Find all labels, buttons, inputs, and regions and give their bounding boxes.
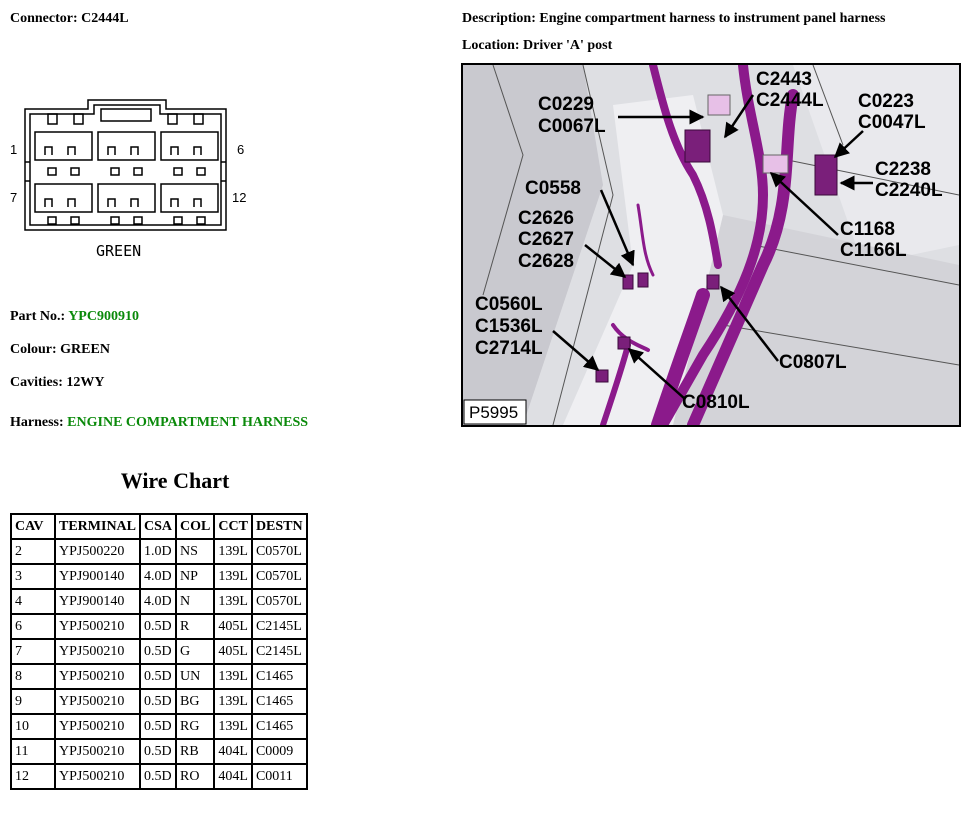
callout-c2240l: C2240L <box>875 180 943 201</box>
callout-c1536l: C1536L <box>475 316 543 337</box>
callout-c2627: C2627 <box>518 229 574 250</box>
cell-cct: 405L <box>214 614 252 639</box>
cell-terminal: YPJ500210 <box>55 764 140 789</box>
cell-terminal: YPJ500210 <box>55 689 140 714</box>
cell-col: BG <box>176 689 214 714</box>
cell-terminal: YPJ500220 <box>55 539 140 564</box>
cavities-info: Cavities: 12WY <box>10 375 105 390</box>
table-row <box>11 664 307 689</box>
cell-terminal: YPJ500210 <box>55 714 140 739</box>
cell-cct: 139L <box>214 564 252 589</box>
cell-cav: 3 <box>11 564 55 589</box>
callout-c0067l: C0067L <box>538 116 606 137</box>
cell-cav: 12 <box>11 764 55 789</box>
cell-csa: 0.5D <box>140 614 176 639</box>
location-heading: Location: Driver 'A' post <box>462 38 613 53</box>
cell-cav: 7 <box>11 639 55 664</box>
callout-c0047l: C0047L <box>858 112 926 133</box>
table-row <box>11 764 307 789</box>
table-row <box>11 564 307 589</box>
callout-c2444l: C2444L <box>756 90 824 111</box>
wire-chart-table <box>10 513 308 790</box>
cell-cct: 139L <box>214 689 252 714</box>
cell-csa: 0.5D <box>140 739 176 764</box>
cell-col: NP <box>176 564 214 589</box>
table-header-row <box>11 514 307 539</box>
cell-destn: C0570L <box>252 564 307 589</box>
cell-destn: C0011 <box>252 764 307 789</box>
table-row <box>11 739 307 764</box>
harness-link[interactable]: ENGINE COMPARTMENT HARNESS <box>67 415 309 430</box>
column-header-cav: CAV <box>11 514 55 539</box>
cell-col: UN <box>176 664 214 689</box>
callout-c1168: C1168 <box>840 219 895 240</box>
colour-info: Colour: GREEN <box>10 342 110 357</box>
cell-cav: 4 <box>11 589 55 614</box>
callout-c0223: C0223 <box>858 91 914 112</box>
cell-col: RB <box>176 739 214 764</box>
cell-csa: 0.5D <box>140 639 176 664</box>
pin-7-label: 7 <box>10 190 18 205</box>
wire-chart-title: Wire Chart <box>120 468 230 493</box>
callout-c0560l: C0560L <box>475 294 543 315</box>
table-row <box>11 689 307 714</box>
cell-destn: C0009 <box>252 739 307 764</box>
cell-terminal: YPJ500210 <box>55 664 140 689</box>
cell-cct: 139L <box>214 664 252 689</box>
cell-cav: 2 <box>11 539 55 564</box>
cell-cav: 9 <box>11 689 55 714</box>
cell-cct: 404L <box>214 739 252 764</box>
cell-cav: 8 <box>11 664 55 689</box>
cell-cav: 6 <box>11 614 55 639</box>
cell-cct: 139L <box>214 589 252 614</box>
table-row <box>11 539 307 564</box>
cell-terminal: YPJ900140 <box>55 589 140 614</box>
cell-csa: 4.0D <box>140 564 176 589</box>
connector-face-diagram <box>8 95 258 270</box>
cell-destn: C0570L <box>252 589 307 614</box>
cell-cav: 10 <box>11 714 55 739</box>
harness-label: Harness: <box>10 415 64 430</box>
pin-6-label: 6 <box>237 142 245 157</box>
column-header-cct: CCT <box>214 514 252 539</box>
cell-cct: 405L <box>214 639 252 664</box>
cell-col: N <box>176 589 214 614</box>
cell-csa: 0.5D <box>140 664 176 689</box>
callout-c0807l: C0807L <box>779 352 847 373</box>
cell-col: RO <box>176 764 214 789</box>
table-row <box>11 714 307 739</box>
callout-c2714l: C2714L <box>475 338 543 359</box>
table-row <box>11 589 307 614</box>
cell-csa: 0.5D <box>140 689 176 714</box>
callout-c1166l: C1166L <box>840 240 907 261</box>
cell-destn: C1465 <box>252 689 307 714</box>
callout-c2238: C2238 <box>875 159 931 180</box>
cell-destn: C0570L <box>252 539 307 564</box>
cell-destn: C2145L <box>252 639 307 664</box>
column-header-csa: CSA <box>140 514 176 539</box>
callout-c0810l: C0810L <box>682 392 750 413</box>
connector-heading: Connector: C2444L <box>10 11 129 26</box>
cell-csa: 1.0D <box>140 539 176 564</box>
column-header-destn: DESTN <box>252 514 307 539</box>
cell-col: NS <box>176 539 214 564</box>
description-heading: Description: Engine compartment harness to instrument panel harness <box>462 11 886 26</box>
callout-c2628: C2628 <box>518 251 574 272</box>
column-header-terminal: TERMINAL <box>55 514 140 539</box>
pin-12-label: 12 <box>232 190 247 205</box>
cell-terminal: YPJ500210 <box>55 614 140 639</box>
cell-destn: C1465 <box>252 664 307 689</box>
cell-col: G <box>176 639 214 664</box>
table-row <box>11 614 307 639</box>
cell-terminal: YPJ500210 <box>55 739 140 764</box>
cell-csa: 4.0D <box>140 589 176 614</box>
cell-destn: C1465 <box>252 714 307 739</box>
cell-csa: 0.5D <box>140 714 176 739</box>
callout-c0229: C0229 <box>538 94 594 115</box>
part-number-link[interactable]: YPC900910 <box>68 309 139 324</box>
cell-cct: 139L <box>214 714 252 739</box>
callout-c0558: C0558 <box>525 178 581 199</box>
cell-cct: 404L <box>214 764 252 789</box>
figure-id-label: P5995 <box>469 403 519 422</box>
part-number <box>10 309 139 325</box>
cell-cct: 139L <box>214 539 252 564</box>
cell-terminal: YPJ500210 <box>55 639 140 664</box>
column-header-col: COL <box>176 514 214 539</box>
harness-info <box>10 415 308 431</box>
cell-cav: 11 <box>11 739 55 764</box>
location-photo <box>461 63 961 427</box>
location-illustration <box>463 65 959 425</box>
connector-color-label: GREEN <box>96 242 142 260</box>
table-row <box>11 639 307 664</box>
cell-col: R <box>176 614 214 639</box>
cell-terminal: YPJ900140 <box>55 564 140 589</box>
callout-c2443: C2443 <box>756 69 812 90</box>
callout-c2626: C2626 <box>518 208 574 229</box>
cell-col: RG <box>176 714 214 739</box>
part-number-label: Part No.: <box>10 309 66 324</box>
cell-destn: C2145L <box>252 614 307 639</box>
pin-1-label: 1 <box>10 142 18 157</box>
cell-csa: 0.5D <box>140 764 176 789</box>
